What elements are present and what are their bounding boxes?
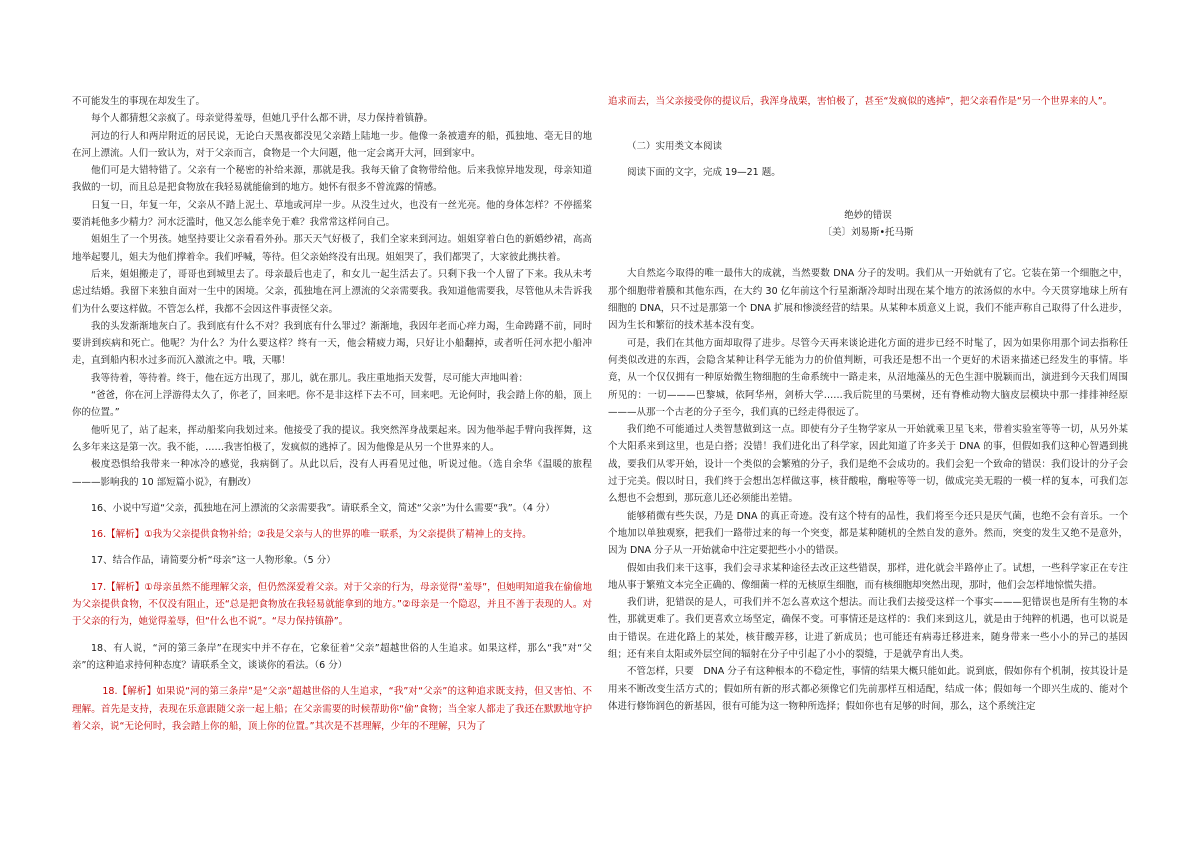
question-18: 18、有人说，“河的第三条岸”在现实中并不存在，它象征着“父亲”超越世俗的人生追求。如果这样，那么“我”对“父亲”的这种追求持何种态度？请联系全文，谈谈你的看法。（6 分） <box>72 642 592 671</box>
story-paragraph: 每个人都猜想父亲疯了。母亲觉得羞辱，但她几乎什么都不讲，尽力保持着镇静。 <box>91 113 434 125</box>
story-source: 极度恐惧给我带来一种冰冷的感觉，我病倒了。从此以后，没有人再看见过他，听说过他。（选自余华《温暖的旅程———影响我的 10 部短篇小说》，有删改） <box>72 459 592 488</box>
section-heading: （二）实用类文本阅读 <box>627 141 723 153</box>
story-paragraph: 他听见了，站了起来，挥动船桨向我划过来。他接受了我的提议。我突然浑身战栗起来。因为他举起手臂向我挥舞，这么多年来这是第一次。我不能，……我害怕极了，发疯似的逃掉了。因为他像是从另一个世界来的人。 <box>72 424 592 453</box>
answer-16: 16.【解析】①我为父亲提供食物补给；②我是父亲与人的世界的唯一联系，为父亲提供了精神上的支持。 <box>91 529 532 541</box>
story-paragraph: 我等待着，等待着。终于，他在远方出现了，那儿，就在那儿。我庄重地指天发誓，尽可能大声地叫着： <box>91 372 529 384</box>
article-paragraph: 大自然迄今取得的唯一最伟大的成就，当然要数 DNA 分子的发明。我们从一开始就有了它。它装在第一个细胞之中，那个细胞带着膜和其他东西，在大约 30 亿年前这个行星渐渐冷却时出现在某个地方的浓汤似的水中。今天贯穿地球上所有细胞的 DNA，只不过是那第一个 DNA 扩展和惨淡经营的结果。从某种本质意义上说，我们不能声称自己取得了什么进步，因为生长和繁衍的技术基本没有变。 <box>608 268 1128 332</box>
article-paragraph: 不管怎样，只要 DNA 分子有这种根本的不稳定性，事情的结果大概只能如此。说到底，假如你有个机制，按其设计是用来不断改变生活方式的；假如所有新的形式都必须像它们先前那样互相适配，结成一体；假如每一个即兴生成的、能对个体进行修饰润色的新基因，很有可能为这一物种所选择；假如你也有足够的时间，那么，这个系统注定 <box>608 666 1128 712</box>
story-paragraph: 河边的行人和两岸附近的居民说，无论白天黑夜都没见父亲踏上陆地一步。他像一条被遗弃的船，孤独地、毫无目的地在河上漂流。人们一致认为，对于父亲而言，食物是一个大问题，他一定会离开大河，回到家中。 <box>72 130 592 159</box>
story-paragraph: 他们可是大错特错了。父亲有一个秘密的补给来源，那就是我。我每天偷了食物带给他。后来我惊异地发现，母亲知道我做的一切，而且总是把食物放在我轻易就能偷到的地方。她怀有很多不曾流露的情感。 <box>72 165 592 194</box>
answer-17: 17.【解析】①母亲虽然不能理解父亲，但仍然深爱着父亲。对于父亲的行为，母亲觉得“羞辱”，但她明知道我在偷偷地为父亲提供食物，不仅没有阻止，还“总是把食物放在我轻易就能拿到的地方。”②母亲是一个隐忍，并且不善于表现的人。对于父亲的行为，她觉得羞辱，但“什么也不说”。“尽力保持镇静”。 <box>72 581 592 628</box>
story-paragraph: 我的头发渐渐地灰白了。我到底有什么不对？我到底有什么罪过？渐渐地，我因年老而心痒力竭，生命踌躇不前，同时要讲到疾病和死亡。他呢？为什么？为什么要这样？终有一天，他会精疲力竭，只好让小船翻掉，或者听任河水把小船冲走，直到船内积水过多而沉入激流之中。哦，天哪！ <box>72 320 592 367</box>
story-paragraph: 后来，姐姐搬走了，哥哥也到城里去了。母亲最后也走了，和女儿一起生活去了。只剩下我一个人留了下来。我从未考虑过结婚。我留下来独自面对一生中的困境。父亲，孤独地在河上漂流的父亲需要我。我知道他需要我，尽管他从未告诉我们为什么要这样做。不管怎么样，我都不会因这件事责怪父亲。 <box>72 268 592 315</box>
story-quote: “爸爸，你在河上浮游得太久了，你老了，回来吧。你不是非这样下去不可，回来吧。无论何时，我会踏上你的船，顶上你的位置。” <box>72 390 592 419</box>
reading-instruction: 阅读下面的文字，完成 19—21 题。 <box>627 166 781 178</box>
article-title: 绝妙的错误 <box>844 209 892 221</box>
article-paragraph: 能够稍微有些失误，乃是 DNA 的真正奇迹。没有这个特有的品性，我们将至今还只是厌气菌，也绝不会有音乐。一个个地加以单独观察，把我们一路带过来的每一个突变，都是某种随机的全然自发的意外。然而，突变的发生又绝不是意外，因为 DNA 分子从一开始就命中注定要把些小小的错误。 <box>608 510 1128 557</box>
answer-18-continued: 追求而去，当父亲接受你的提议后，我浑身战栗，害怕极了，甚至“发疯似的逃掉”，把父亲看作是“另一个世界来的人”。 <box>608 96 1113 107</box>
story-paragraph: 姐姐生了一个男孩。她坚持要让父亲看看外孙。那天天气好极了，我们全家来到河边。姐姐穿着白色的新婚纱裙，高高地举起婴儿，姐夫为他们撑着伞。我们呼喊，等待。但父亲始终没有出现。姐姐哭了，我们都哭了，大家彼此携扶着。 <box>72 234 592 263</box>
right-column <box>608 93 1128 715</box>
left-column <box>72 93 592 735</box>
article-paragraph: 可是，我们在其他方面却取得了进步。尽管今天再来谈论进化方面的进步已经不时髦了，因为如果你用那个词去指称任何类似改进的东西，会隐含某种让科学无能为力的价值判断，可我还是想不出一个更好的术语来描述已经发生的事情。毕竟，从一个仅仅拥有一种原始微生物细胞的生命系统中一路走来，从沼地藻丛的无色生涯中脱颖而出，演进到今天我们周围所见的：一切———巴黎城，依阿华州，剑桥大学……我后院里的马栗树，还有脊椎动物大脑皮层模块中那一排排神经原———从那一个古老的分子至今，我们真的已经走得很远了。 <box>608 337 1128 418</box>
answer-18: 18.【解析】如果说“河的第三条岸”是“父亲”超越世俗的人生追求，“我”对“父亲”的这种追求既支持，但又害怕、不理解。首先是支持，表现在乐意跟随父亲一起上船；在父亲需要的时候帮助你“偷”食物；当全家人都走了我还在默默地守护着父亲，说“无论何时，我会踏上你的船，顶上你的位置。”其次是不甚理解，少年的不理解，只为了 <box>72 686 592 732</box>
article-paragraph: 我们讲，犯错误的是人，可我们并不怎么喜欢这个想法。而让我们去接受这样一个事实———犯错误也是所有生物的本性，那就更难了。我们更喜欢立场坚定，确保不变。可事情还是这样的：我们来到这儿，就是由于纯粹的机遇，也可以说是由于错误。在进化路上的某处，核苷酸弄移，让进了新成员；也可能还有病毒迁移进来，随身带来一些小小的异己的基因组；还有来自太阳或外层空间的辐射在分子中引起了小小的裂缝，于是就孕育出人类。 <box>608 597 1128 661</box>
article-paragraph: 假如由我们来干这事，我们会寻求某种途径去改正这些错误，那样，进化就会半路停止了。试想，一些科学家正在专注地从事于繁殖文本完全正确的、像细菌一样的无核原生细胞，而有核细胞却突然出现，那时，他们会怎样地惊慌失措。 <box>608 562 1128 591</box>
story-paragraph: 日复一日，年复一年，父亲从不踏上泥土、草地或河岸一步。从没生过火，也没有一丝光亮。他的身体怎样？不停摇桨要消耗他多少精力？河水泛滥时，他又怎么能幸免于难？我常常这样问自己。 <box>72 199 592 229</box>
article-author: 〔美〕刘易斯•托马斯 <box>822 227 914 239</box>
question-16: 16、小说中写道“父亲，孤独地在河上漂流的父亲需要我”。请联系全文，简述“父亲”为什么需要“我”。（4 分） <box>91 502 555 514</box>
article-paragraph: 我们绝不可能通过人类智慧做到这一点。即使有分子生物学家从一开始就乘卫星飞来，带着实验室等等一切，从另外某个大阳系来到这里，也是白搭；没错！我们进化出了科学家，因此知道了许多关于 DNA 的事，但假如我们这种心智遇到挑战，要我们从零开始，设计一个类似的会繁殖的分子，我们是绝不会成功的。我们会犯一个致命的错误：我们设计的分子会过于完美。假以时日，我们终于会想出怎样做这事，核苷酸啦，酶啦等等一切，做成完美无瑕的一模一样的复本，可我们怎么想也不会想到，那玩意儿还必须能出差错。 <box>608 424 1128 505</box>
question-17: 17、结合作品，请简要分析“母亲”这一人物形象。（5 分） <box>91 555 336 567</box>
story-text-cont: 不可能发生的事现在却发生了。 <box>72 96 206 107</box>
